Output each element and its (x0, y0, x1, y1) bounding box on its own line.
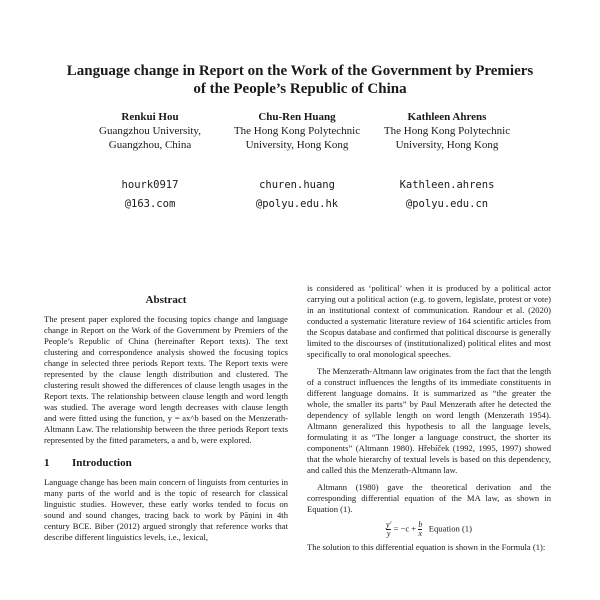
equation-rhs-denominator: x (418, 529, 423, 538)
title-line-2: of the People’s Republic of China (193, 81, 407, 97)
author-block-2 (222, 110, 372, 214)
author-affiliation-1: Guangzhou University, (99, 125, 201, 137)
author-block-3 (372, 110, 522, 214)
title-line-1: Language change in Report on the Work of the Government by Premiers (66, 63, 534, 79)
equation-lhs-numerator: y′ (386, 520, 392, 529)
author-affiliation-1: The Hong Kong Polytechnic (233, 125, 361, 137)
email-line-2: @polyu.edu.hk (255, 198, 339, 210)
author-name: Renkui Hou (121, 111, 179, 123)
abstract-heading: Abstract (145, 294, 187, 306)
right-column (307, 283, 551, 559)
email-line-1: churen.huang (259, 179, 335, 191)
author-name: Chu-Ren Huang (258, 111, 336, 123)
author-email (372, 176, 522, 214)
equation-lhs-fraction (386, 521, 391, 538)
equation-rhs-numerator: b (418, 520, 423, 529)
author-affiliation-2: University, Hong Kong (245, 139, 349, 151)
email-line-2: @163.com (124, 198, 176, 210)
author-block-1 (75, 110, 225, 214)
section-number: 1 (44, 457, 50, 469)
author-affiliation-2: Guangzhou, China (108, 139, 192, 151)
author-affiliation-1: The Hong Kong Polytechnic (383, 125, 511, 137)
body-paragraph-1: is considered as ‘political’ when it is produced by a political actor carrying out a political action (e.g. to govern, legislate, protest or vote) in an institutional context of communication. Randour et al. (2020) conducted a systematic literature review of 164 scientific articles from the Scopus database and confirmed that political discourse is generally limited to the discourses of (institutionalized) political elites and most specifically to oral monological speeches. (307, 283, 551, 359)
body-paragraph-3: Altmann (1980) gave the theoretical derivation and the corresponding differential equation of the MA law, as shown in Equation (1). (307, 482, 551, 514)
section-heading (44, 458, 288, 469)
email-line-1: Kathleen.ahrens (399, 179, 495, 191)
email-line-2: @polyu.edu.cn (405, 198, 489, 210)
body-paragraph-2: The Menzerath-Altmann law originates from the fact that the length of a construct influences the lengths of its immediate constituents in different language domains. It is summarized as “the greater the whole, the smaller its parts” by Paul Menzerath after he detected the dependency of syllable length on word length (Menzerath 1954). Altmann generalized this hypothesis to all the language levels, formulating it as “The longer a language construct, the shorter its components” (Altmann 1980). Hřebíček (1992, 1995, 1997) showed that the whole hierarchy of textual levels is based on this dependency, and called this the Menzerath-Altmann law. (307, 366, 551, 475)
author-email (222, 176, 372, 214)
left-column (44, 283, 288, 549)
abstract-text: The present paper explored the focusing topics change and language change in Report on the Work of the Government by Premiers of the People’s Republic of China (hereinafter Report texts). The text clustering and correspondence analysis showed the focusing topics change in selected three periods Report texts. The Report texts were represented by the clause length distribution and clustered. The clustering result showed the differences of clause length usages in the Report texts. The relationship between clause length and word length was studied. The average word length decreases with clause length and were fitted using the function, y = ax^b based on the Menzerath-Altmann Law. The relationship between the three periods Report texts represented by the fitted parameters, a and b, were explored. (44, 314, 288, 445)
equation-1 (307, 521, 551, 538)
equation-middle: = −c + (393, 523, 417, 534)
section-title: Introduction (72, 457, 132, 469)
author-affiliation-2: University, Hong Kong (395, 139, 499, 151)
equation-label: Equation (1) (428, 523, 472, 534)
author-name: Kathleen Ahrens (407, 111, 487, 123)
email-line-1: hourk0917 (121, 179, 179, 191)
body-paragraph-4: The solution to this differential equation is shown in the Formula (1): (307, 542, 546, 552)
paper-title (40, 62, 560, 98)
introduction-text: Language change has been main concern of linguists from centuries in many parts of the world and is the topic of research for classical linguistic studies. However, these early works tended to focus on sound and sound changes, tracing back to work by Pāṇini in 4th century BCE. Biber (2012) argued strongly that reference works that describe different linguistics levels, i.e., lexical, (44, 477, 288, 542)
author-email (75, 176, 225, 214)
equation-lhs-denominator: y (386, 529, 391, 538)
equation-rhs-fraction (418, 521, 422, 538)
